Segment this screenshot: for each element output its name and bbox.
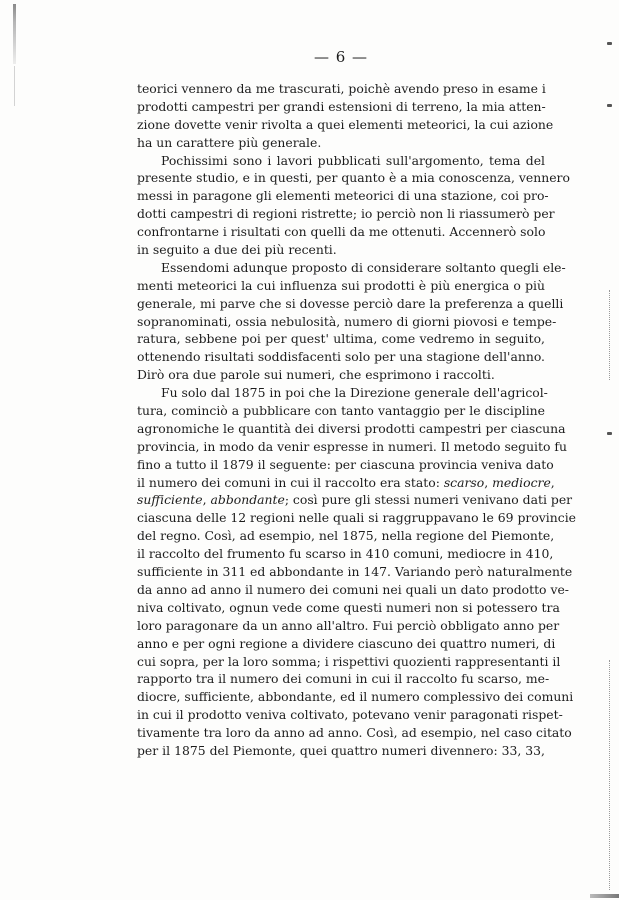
text-line: per il 1875 del Piemonte, quei quattro numeri divennero: 33, 33, — [137, 742, 545, 758]
text-line: ha un carattere più generale. — [137, 134, 322, 150]
text-line: confrontarne i risultati con quelli da me ottenuti. Accennerò solo — [137, 224, 546, 240]
paragraph — [137, 152, 570, 259]
text-line: ratura, sebbene poi per quest' ultima, come vedremo in seguito, — [137, 331, 545, 347]
text-line: anno e per ogni regione a dividere ciascuno dei quattro numeri, di — [137, 635, 556, 651]
text-line: loro paragonare da un anno all'altro. Fui perciò obbligato anno per — [137, 617, 560, 633]
text-line: presente studio, e in questi, per quanto è a mia conoscenza, vennero — [137, 170, 570, 186]
text-line: zione dovette venir rivolta a quei elementi meteorici, la cui azione — [137, 116, 554, 132]
text-span: , — [202, 492, 211, 508]
text-line: tura, cominciò a pubblicare con tanto vantaggio per le discipline — [137, 403, 545, 419]
text-line: sopranominati, ossia nebulosità, numero di giorni piovosi e tempe- — [137, 313, 557, 329]
text-span: , — [550, 474, 555, 490]
body-text — [137, 80, 576, 760]
paragraph — [137, 259, 566, 384]
paragraph — [137, 80, 554, 152]
text-line: niva coltivato, ognun vede come questi numeri non si potessero tra — [137, 599, 560, 615]
text-line: in cui il prodotto veniva coltivato, potevano venir paragonati rispet- — [137, 707, 563, 723]
scan-artifact-mark — [607, 104, 612, 107]
text-line: ottenendo risultati soddisfacenti solo per una stagione dell'anno. — [137, 349, 545, 365]
text-line: ciascuna delle 12 regioni nelle quali si raggruppavano le 69 provincie — [137, 510, 576, 526]
text-line: teorici vennero da me trascurati, poichè avendo preso in esame i — [137, 81, 546, 96]
italic-term-mediocre: mediocre — [492, 474, 551, 490]
text-line: sufficiente in 311 ed abbondante in 147. Variando però naturalmente — [137, 564, 573, 580]
text-line: diocre, sufficiente, abbondante, ed il numero complessivo dei comuni — [137, 689, 574, 705]
text-line: messi in paragone gli elementi meteorici di una stazione, coi pro- — [137, 188, 549, 204]
text-line: agronomiche le quantità dei diversi prodotti campestri per ciascuna — [137, 420, 566, 436]
text-line: prodotti campestri per grandi estensioni di terreno, la mia atten- — [137, 98, 546, 114]
text-line: generale, mi parve che si dovesse perciò dare la preferenza a quelli — [137, 295, 564, 311]
text-line: tivamente tra loro da anno ad anno. Così, ad esempio, nel caso citato — [137, 725, 572, 741]
text-line: del regno. Così, ad esempio, nel 1875, nella regione del Piemonte, — [137, 528, 555, 544]
text-span: ; così pure gli stessi numeri venivano dati per — [284, 492, 573, 508]
page-number: — 6 — — [313, 48, 369, 66]
scan-artifact-mark — [607, 432, 612, 435]
text-line-with-italics — [137, 474, 555, 492]
italic-term-abbondante: abbondante — [210, 492, 285, 508]
text-line: da anno ad anno il numero dei comuni nei quali un dato prodotto ve- — [137, 581, 569, 597]
text-line: Fu solo dal 1875 in poi che la Direzione generale dell'agricol- — [161, 385, 548, 401]
text-line: fino a tutto il 1879 il seguente: per ciascuna provincia veniva dato — [137, 456, 554, 472]
scan-artifact-dots — [609, 660, 611, 890]
scan-artifact-left-edge-faint — [14, 66, 15, 106]
italic-term-sufficiente: sufficiente — [137, 492, 203, 508]
italic-term-scarso: scarso — [443, 474, 485, 490]
scan-artifact-bottom — [590, 894, 619, 898]
text-span: , — [484, 474, 493, 490]
paragraph — [137, 384, 576, 760]
scan-artifact-left-edge — [13, 4, 16, 64]
text-line: dotti campestri di regioni ristrette; io perciò non li riassumerò per — [137, 206, 555, 222]
text-line: menti meteorici la cui influenza sui prodotti è più energica o più — [137, 277, 545, 293]
text-line: in seguito a due dei più recenti. — [137, 242, 337, 258]
text-line: cui sopra, per la loro somma; i rispettivi quozienti rappresentanti il — [137, 653, 561, 669]
text-line: provincia, in modo da venir espresse in numeri. Il metodo seguito fu — [137, 438, 567, 454]
scan-artifact-dots — [609, 290, 611, 380]
scan-artifact-mark — [607, 42, 612, 45]
text-line: Essendomi adunque proposto di considerare soltanto quegli ele- — [161, 259, 566, 275]
text-line: rapporto tra il numero dei comuni in cui il raccolto fu scarso, me- — [137, 671, 550, 687]
text-line: Pochissimi sono i lavori pubblicati sull'argomento, tema del — [161, 152, 545, 168]
text-line-with-italics — [137, 491, 573, 509]
text-line: Dirò ora due parole sui numeri, che esprimono i raccolti. — [137, 367, 495, 383]
text-span: il numero dei comuni in cui il raccolto era stato: — [137, 474, 444, 490]
document-page — [137, 48, 576, 760]
text-line: il raccolto del frumento fu scarso in 410 comuni, mediocre in 410, — [137, 546, 554, 562]
